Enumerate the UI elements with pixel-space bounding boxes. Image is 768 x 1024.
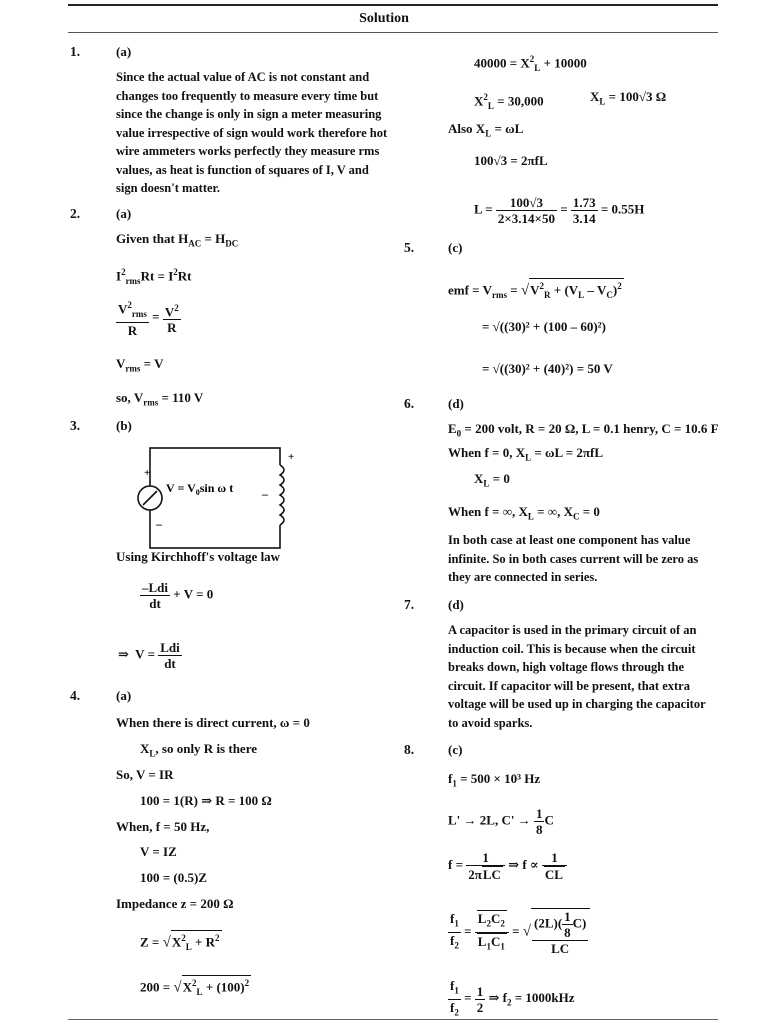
q3-kirchhoff-text: Using Kirchhoff's voltage law (116, 549, 281, 564)
q3-number: 3. (70, 418, 81, 433)
q4-ohms-law: So, V = IR (116, 767, 174, 782)
q5-emf-result: = √((30)² + (40)²) = 50 V (482, 361, 613, 376)
top-rule (68, 4, 718, 6)
q2-option: (a) (116, 206, 132, 221)
q2-result: so, $V_{rms} = 110$ V (116, 390, 204, 408)
q4-xl-zero: $X_L$, so only R is there (140, 741, 258, 759)
q3-kvl-equation: $\frac{\text{–Ldi}}{dt}$ + V = 0 (142, 580, 214, 611)
q8-frequency-ratio: $\frac{f_1}{f_2}$ = $\frac{L_2C_2}{L_1C_1}$ = √ (2L)( $\frac{1}{8}$ C) LC (448, 908, 590, 956)
source-voltage-label: $V = V_0\sin$ ω t (166, 481, 234, 497)
q4-resistance: 100 = 1(R) ⇒ R = 100 Ω (140, 793, 272, 808)
q6-explanation: In both case at least one component has value infinite. So in both cases current will be zero as they are connected in series. (448, 533, 699, 584)
q6-given-values: $E_0 = 200$ volt, R = 20 Ω, L = 0.1 henry, C = 10.6 F (448, 421, 719, 439)
q2-vrms-equals-v: $V_{rms} = V$ (116, 356, 164, 374)
q4-z-substituted: $200 = √X^2_L + (100)^2$ (140, 975, 251, 1000)
q2-number: 2. (70, 206, 81, 221)
q6-number: 6. (404, 396, 415, 411)
q5-emf-formula: emf = $V_{rms} = √V^2_R + (V_L - V_C)^2$ (448, 278, 624, 304)
plus-sign-inductor: + (288, 451, 295, 463)
q8-final-result: $\frac{f_1}{f_2}$ = $\frac{1}{2}$ ⇒ $f_2 = 1000kHz$ (450, 978, 575, 1018)
q4-v-iz: V = IZ (140, 844, 177, 859)
q7-number: 7. (404, 597, 415, 612)
q8-frequency-formula: f = $\frac{1}{\text{2πLC}}$ ⇒ f ∝ $\frac{1}{CL}$ (448, 850, 567, 882)
q7-explanation: A capacitor is used in the primary circuit of an induction coil. This is because when the circuit breaks down, high voltage flows through the circuit. If capacitor will be present, that extra voltage will be used up in charging the capacitor to avoid sparks. (448, 623, 706, 730)
circuit-wire (150, 448, 280, 548)
q8-number: 8. (404, 742, 415, 757)
minus-sign-inductor: – (262, 487, 268, 501)
q4-number: 4. (70, 688, 81, 703)
q1-number: 1. (70, 44, 81, 59)
q4-option: (a) (116, 688, 132, 703)
minus-sign-source: – (156, 517, 162, 531)
q2-voltage-ratio: $\frac{V^2_{rms}}{R}$ = $\frac{V^2}{R}$ (118, 300, 179, 338)
q8-initial-frequency: $f_1 = 500 \times 10^3$ Hz (448, 771, 541, 789)
q6-zero-frequency: When f = 0, $X_L = \omega L = 2\pi fL$ (448, 445, 604, 463)
q3-option: (b) (116, 418, 132, 433)
q5-number: 5. (404, 240, 415, 255)
q2-heat-equation: $I^2_{rms}Rt = I^2Rt$ (116, 267, 192, 286)
bottom-rule (68, 1019, 718, 1020)
q4-dc-condition: When there is direct current, ω = 0 (116, 715, 310, 730)
ac-circuit-diagram (130, 440, 340, 560)
q3-result: ⇒ V = $\frac{\text{Ldi}}{dt}$ (118, 640, 180, 671)
q5-emf-substituted: = √((30)² + (100 – 60)²) (482, 319, 606, 334)
q4-squared-equation: $40000 = X^2_L + 10000$ (474, 54, 587, 73)
q8-component-change: L' → 2L, C' → $\frac{1}{8}$ C (448, 806, 554, 837)
q6-option: (d) (448, 396, 464, 411)
q6-infinite-frequency: When f = ∞, $X_L$ = ∞, $X_C = 0$ (448, 504, 600, 522)
q7-option: (d) (448, 597, 464, 612)
q2-given: Given that $H_{AC} = H_{DC}$ (116, 231, 239, 249)
plus-sign-source: + (144, 467, 151, 479)
q4-xl-value: $X_L = 100√3$ Ω (590, 89, 667, 107)
q4-xl-omega-l: Also $X_L = \omega L$ (448, 121, 524, 139)
q4-inductance-result: L = $\frac{100√3}{2\times 3.14\times 50}$ = $\frac{1.73}{3.14}$ = 0.55H (474, 195, 645, 226)
page-title: Solution (359, 11, 409, 26)
q1-explanation: Since the actual value of AC is not constant and changes too frequently to measure every time but since the change is only in sign a meter measuring value irrespective of sign would work therefore hot wire ammeters works perfectly they measure rms values, as heat is function of squares of I, V and sign doesn't matter. (116, 70, 388, 195)
q4-impedance: Impedance z = 200 Ω (116, 896, 234, 911)
q5-option: (c) (448, 240, 463, 255)
q8-option: (c) (448, 742, 463, 757)
q4-z-formula: $Z = √X^2_L + R^2$ (140, 930, 222, 955)
q4-xl-squared: $X^2_L = 30,000$ (474, 92, 544, 111)
q4-solve-z: 100 = (0.5)Z (140, 870, 207, 885)
header-underline (68, 32, 718, 33)
q4-inductance-eq: 100√3 = 2πfL (474, 153, 548, 168)
q4-frequency: When, f = 50 Hz, (116, 819, 210, 834)
q1-option: (a) (116, 44, 132, 59)
q6-xl-zero: $X_L = 0$ (474, 471, 510, 489)
